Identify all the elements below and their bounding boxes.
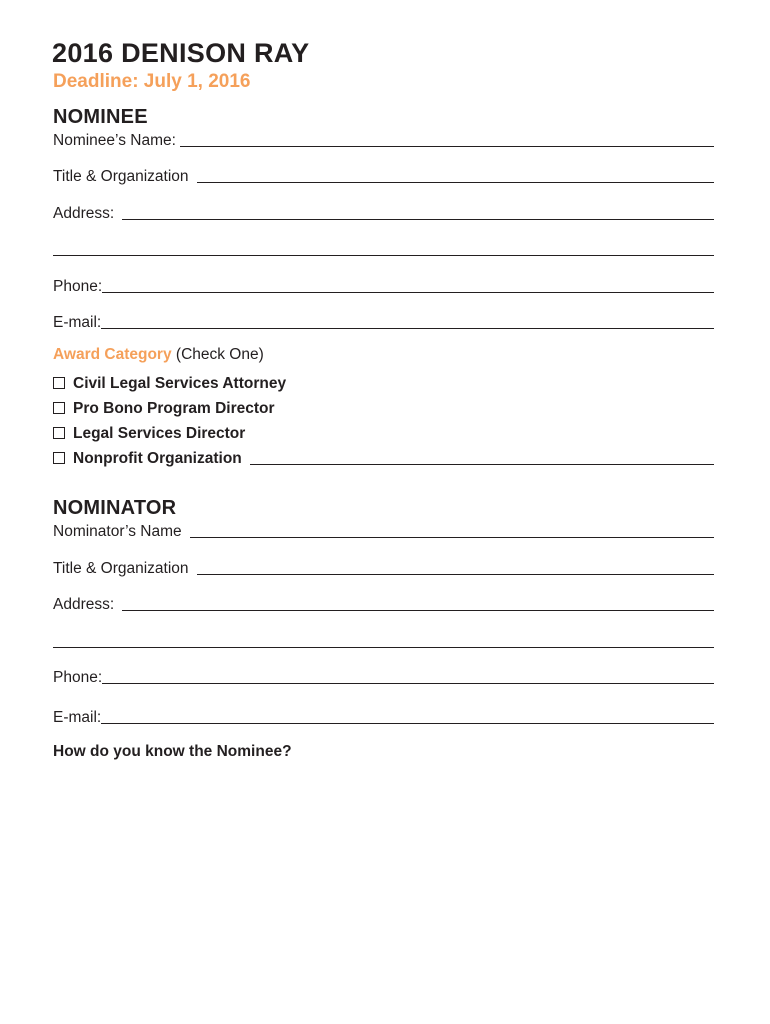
nominator-phone-label: Phone:: [53, 669, 103, 686]
nominee-address-line2-field[interactable]: [53, 239, 714, 256]
nominee-name-field[interactable]: [180, 130, 714, 147]
nominator-phone-row: [53, 665, 714, 687]
award-option-pro-bono[interactable]: [53, 396, 714, 418]
nominator-name-field[interactable]: [190, 521, 714, 538]
nominator-email-row: [53, 705, 714, 727]
nominee-phone-row: [53, 274, 714, 296]
nominee-address-line2-row: [53, 237, 714, 259]
nonprofit-organization-field[interactable]: [250, 448, 714, 465]
nominee-address-field[interactable]: [122, 203, 714, 220]
nominee-phone-field[interactable]: [102, 276, 714, 293]
nominator-name-row: [53, 519, 714, 541]
checkbox[interactable]: [53, 402, 65, 414]
form-title: 2016 DENISON RAY: [52, 38, 310, 68]
award-category-instruction: (Check One): [175, 346, 264, 363]
nominator-name-label: Nominator’s Name: [53, 523, 182, 540]
checkbox[interactable]: [53, 427, 65, 439]
award-category-heading: [53, 346, 264, 364]
deadline-text: Deadline: July 1, 2016: [53, 71, 251, 92]
award-option-legal-services[interactable]: [53, 421, 714, 443]
nominee-name-row: [53, 128, 714, 150]
nominator-address-line2-field[interactable]: [53, 631, 714, 648]
nominator-email-field[interactable]: [101, 707, 714, 724]
nominator-address-row: [53, 592, 714, 614]
nominee-title-org-field[interactable]: [197, 166, 714, 183]
nominee-email-row: [53, 310, 714, 332]
nominee-email-field[interactable]: [101, 312, 714, 329]
nominee-name-label: Nominee’s Name:: [53, 132, 176, 149]
award-option-label: Legal Services Director: [73, 425, 246, 442]
nominator-title-org-label: Title & Organization: [53, 560, 189, 577]
nominee-title-org-row: [53, 164, 714, 186]
nominee-phone-label: Phone:: [53, 278, 103, 295]
nominator-address-line2-row: [53, 629, 714, 651]
award-option-label: Nonprofit Organization: [73, 450, 242, 467]
checkbox[interactable]: [53, 377, 65, 389]
nominator-title-org-field[interactable]: [197, 558, 714, 575]
nominator-heading: NOMINATOR: [53, 497, 177, 519]
award-option-civil-legal[interactable]: [53, 371, 714, 393]
nominator-address-field[interactable]: [122, 594, 714, 611]
nominator-phone-field[interactable]: [102, 667, 714, 684]
nominee-heading: NOMINEE: [53, 106, 148, 128]
relationship-question: How do you know the Nominee?: [53, 743, 292, 760]
nominator-email-label: E-mail:: [53, 709, 102, 726]
nominee-title-org-label: Title & Organization: [53, 168, 189, 185]
award-option-label: Pro Bono Program Director: [73, 400, 275, 417]
award-option-nonprofit[interactable]: [53, 446, 714, 468]
nominator-title-org-row: [53, 556, 714, 578]
nominee-address-label: Address:: [53, 205, 115, 222]
award-category-label: Award Category: [53, 346, 172, 363]
checkbox[interactable]: [53, 452, 65, 464]
nominee-email-label: E-mail:: [53, 314, 102, 331]
award-option-label: Civil Legal Services Attorney: [73, 375, 287, 392]
nominee-address-row: [53, 201, 714, 223]
nominator-address-label: Address:: [53, 596, 115, 613]
